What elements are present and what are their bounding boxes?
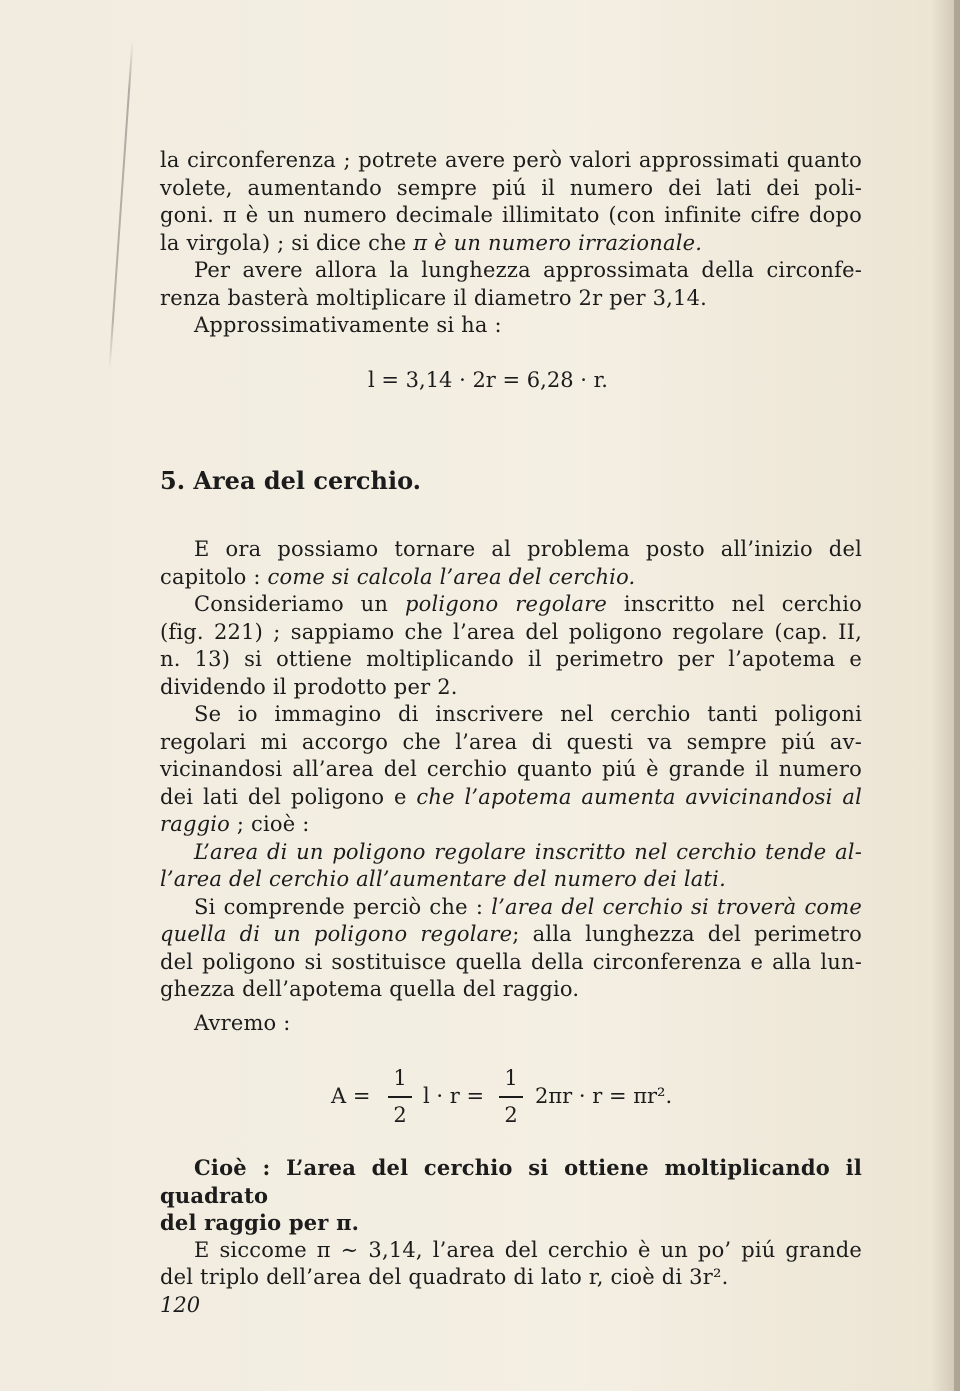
text-block-top <box>160 147 862 340</box>
fraction-denominator: 2 <box>504 1102 518 1127</box>
para6-line5 <box>160 811 862 839</box>
formula-circumference: l = 3,14 · 2r = 6,28 · r. <box>368 368 608 392</box>
pencil-mark <box>108 40 133 369</box>
para9: Avremo : <box>194 1011 291 1035</box>
para1-line2: volete, aumentando sempre piú il numero dei lati dei poli- <box>160 175 862 200</box>
formula-area-lhs: A = <box>331 1084 371 1108</box>
para10-line1: Cioè : L’area del cerchio si ottiene moltiplicando il quadrato <box>160 1155 862 1208</box>
fraction-denominator: 2 <box>393 1102 407 1127</box>
para8-line1 <box>160 894 862 922</box>
para8-line4: ghezza dell’apotema quella del raggio. <box>160 977 580 1001</box>
para8-line2 <box>160 921 862 949</box>
fraction-one-half-b <box>499 1064 523 1126</box>
para6-line4-italic: che l’apotema aumenta avvicinandosi al <box>416 784 862 809</box>
para6-line3: vicinandosi all’area del cerchio quanto piú è grande il numero <box>160 757 862 781</box>
formula-area-mid1: l · r = <box>423 1084 485 1108</box>
para1-line4-italic: π è un numero irrazionale. <box>413 230 703 255</box>
text-block-bottom <box>160 1154 862 1292</box>
para5-line3: n. 13) si ottiene moltiplicando il perimetro per l’apotema e <box>160 647 862 671</box>
para5-text-c: inscritto nel cerchio <box>607 592 862 616</box>
para5-text-a: Consideriamo un <box>194 592 405 616</box>
para7-line2-italic: l’area del cerchio all’aumentare del numero dei lati. <box>160 867 726 891</box>
para1-line3: goni. π è un numero decimale illimitato (con infinite cifre dopo <box>160 203 862 227</box>
para8-line1-text: Si comprende perciò che : <box>194 894 492 919</box>
para4-line2-text: capitolo : <box>160 564 268 589</box>
para5-line4: dividendo il prodotto per 2. <box>160 674 458 699</box>
para2-line2: renza basterà moltiplicare il diametro 2r per 3,14. <box>160 285 708 310</box>
para7-line1 <box>160 839 862 867</box>
para6-line5-text: ; cioè : <box>230 812 310 836</box>
avremo-block <box>160 1010 862 1038</box>
para6-line5-italic: raggio <box>160 812 231 836</box>
para5-line2: (fig. 221) ; sappiamo che l’area del poligono regolare (cap. II, <box>160 619 862 644</box>
para6-line4-text: dei lati del poligono e <box>160 784 417 809</box>
page-edge-shadow <box>954 0 960 1391</box>
para10-line2: del raggio per π. <box>160 1210 360 1235</box>
para1-line1: la circonferenza ; potrete avere però valori approssimati quanto <box>160 148 862 172</box>
para7-line1-italic: L’area di un poligono regolare inscritto nel cerchio tende al- <box>194 839 862 864</box>
para4-line1: E ora possiamo tornare al problema posto all’inizio del <box>194 537 862 561</box>
para8-line3: del poligono si sostituisce quella della circonferenza e alla lun- <box>160 949 862 974</box>
para1-line4 <box>160 230 862 258</box>
fraction-numerator: 1 <box>504 1066 518 1090</box>
para4-line2-italic: come si calcola l’area del cerchio. <box>267 564 636 589</box>
section-heading: 5. Area del cerchio. <box>160 466 422 495</box>
fraction-one-half-a <box>388 1064 412 1126</box>
para1-line4-text: la virgola) ; si dice che <box>160 230 414 255</box>
formula-area-mid2: 2πr · r = πr². <box>535 1084 673 1108</box>
para8-line2-italic: quella di un poligono regolare <box>160 922 513 946</box>
para2-line1: Per avere allora la lunghezza approssimata della circonfe- <box>194 258 862 282</box>
para7-line2 <box>160 866 862 894</box>
para6-line1: Se io immagino di inscrivere nel cerchio tanti poligoni <box>194 702 862 726</box>
para8-line1-italic: l’area del cerchio si troverà come <box>491 894 862 919</box>
para11-line2: del triplo dell’area del quadrato di lato r, cioè di 3r². <box>160 1265 729 1289</box>
text-block-main <box>160 536 862 1004</box>
para11-line1: E siccome π ∼ 3,14, l’area del cerchio è un po’ piú grande <box>194 1237 862 1262</box>
para8-line2-text: ; alla lunghezza del perimetro <box>512 922 862 946</box>
para5-italic: poligono regolare <box>404 592 608 616</box>
fraction-numerator: 1 <box>393 1066 407 1090</box>
para3: Approssimativamente si ha : <box>194 313 502 337</box>
page-number: 120 <box>160 1293 201 1317</box>
para6-line4 <box>160 784 862 812</box>
para5-line1 <box>160 591 862 619</box>
para6-line2: regolari mi accorgo che l’area di questi va sempre piú av- <box>160 729 862 754</box>
para4-line2 <box>160 564 862 592</box>
